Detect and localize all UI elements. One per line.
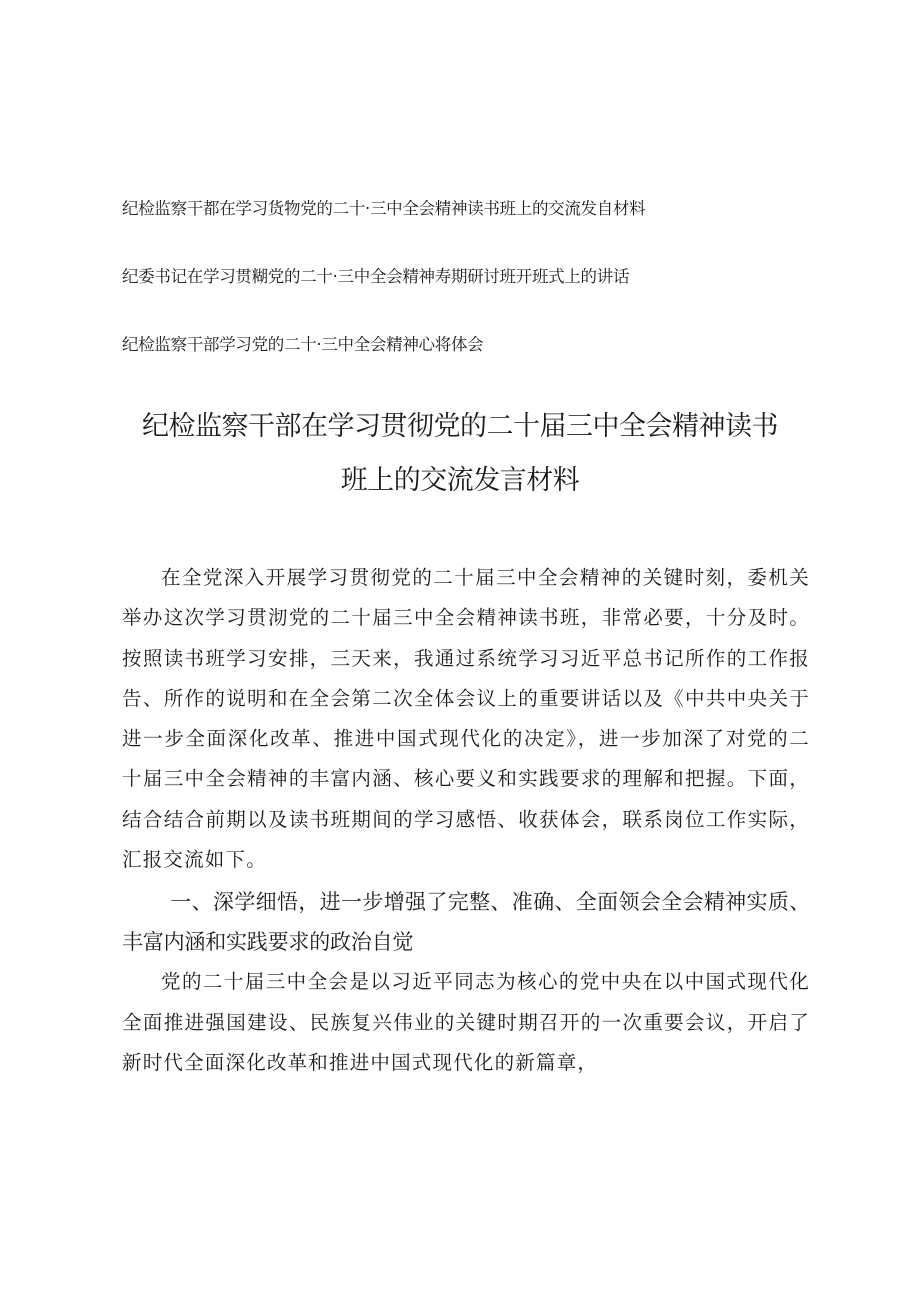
title-line-2: 班上的交流发言材料 — [340, 465, 580, 496]
body-paragraph: 在全党深入开展学习贯彻党的二十届三中全会精神的关键时刻，委机关举办这次学习贯沏党的二十届三中全会精神读书班，非常必要，十分及时。按照读书班学习安排，三天来，我通过系统学习习近平总书记所作的工作报告、所作的说明和在全会第二次全体会议上的重要讲话以及《中共中央关于进一步全面深化改革、推进中国式现代化的决定》，进一步加深了对党的二十届三中全会精神的丰富内涵、核心要义和实践要求的理解和把握。下面，结合结合前期以及读书班期间的学习感悟、收获体会，联系岗位工作实际，汇报交流如下。 — [122, 566, 810, 872]
toc-item[interactable]: 纪委书记在学习贯糊党的二十·三中全会精神寿期研讨班开班式上的讲话 — [122, 267, 630, 286]
toc-item[interactable]: 纪检监察干部学习党的二十·三中全会精神心将体会 — [122, 335, 484, 354]
toc-item[interactable]: 纪检监察干都在学习货物党的二十·三中全会精神读书班上的交流发自材料 — [122, 199, 646, 218]
table-of-contents — [122, 196, 822, 400]
document-title — [120, 400, 800, 508]
document-body — [122, 558, 810, 1083]
title-line-1: 纪检监察干部在学习贯彻党的二十届三中全会精神读书 — [142, 411, 778, 442]
section-heading: 一、深学细悟，进一步增强了完整、准确、全面领会全会精神实质、丰富内涵和实践要求的政治自觉 — [122, 890, 810, 955]
body-paragraph: 党的二十届三中全会是以习近平同志为核心的党中央在以中国式现代化全面推进强国建设、民族复兴伟业的关键时期召开的一次重要会议，开启了新时代全面深化改革和推进中国式现代化的新篇章， — [122, 970, 810, 1074]
